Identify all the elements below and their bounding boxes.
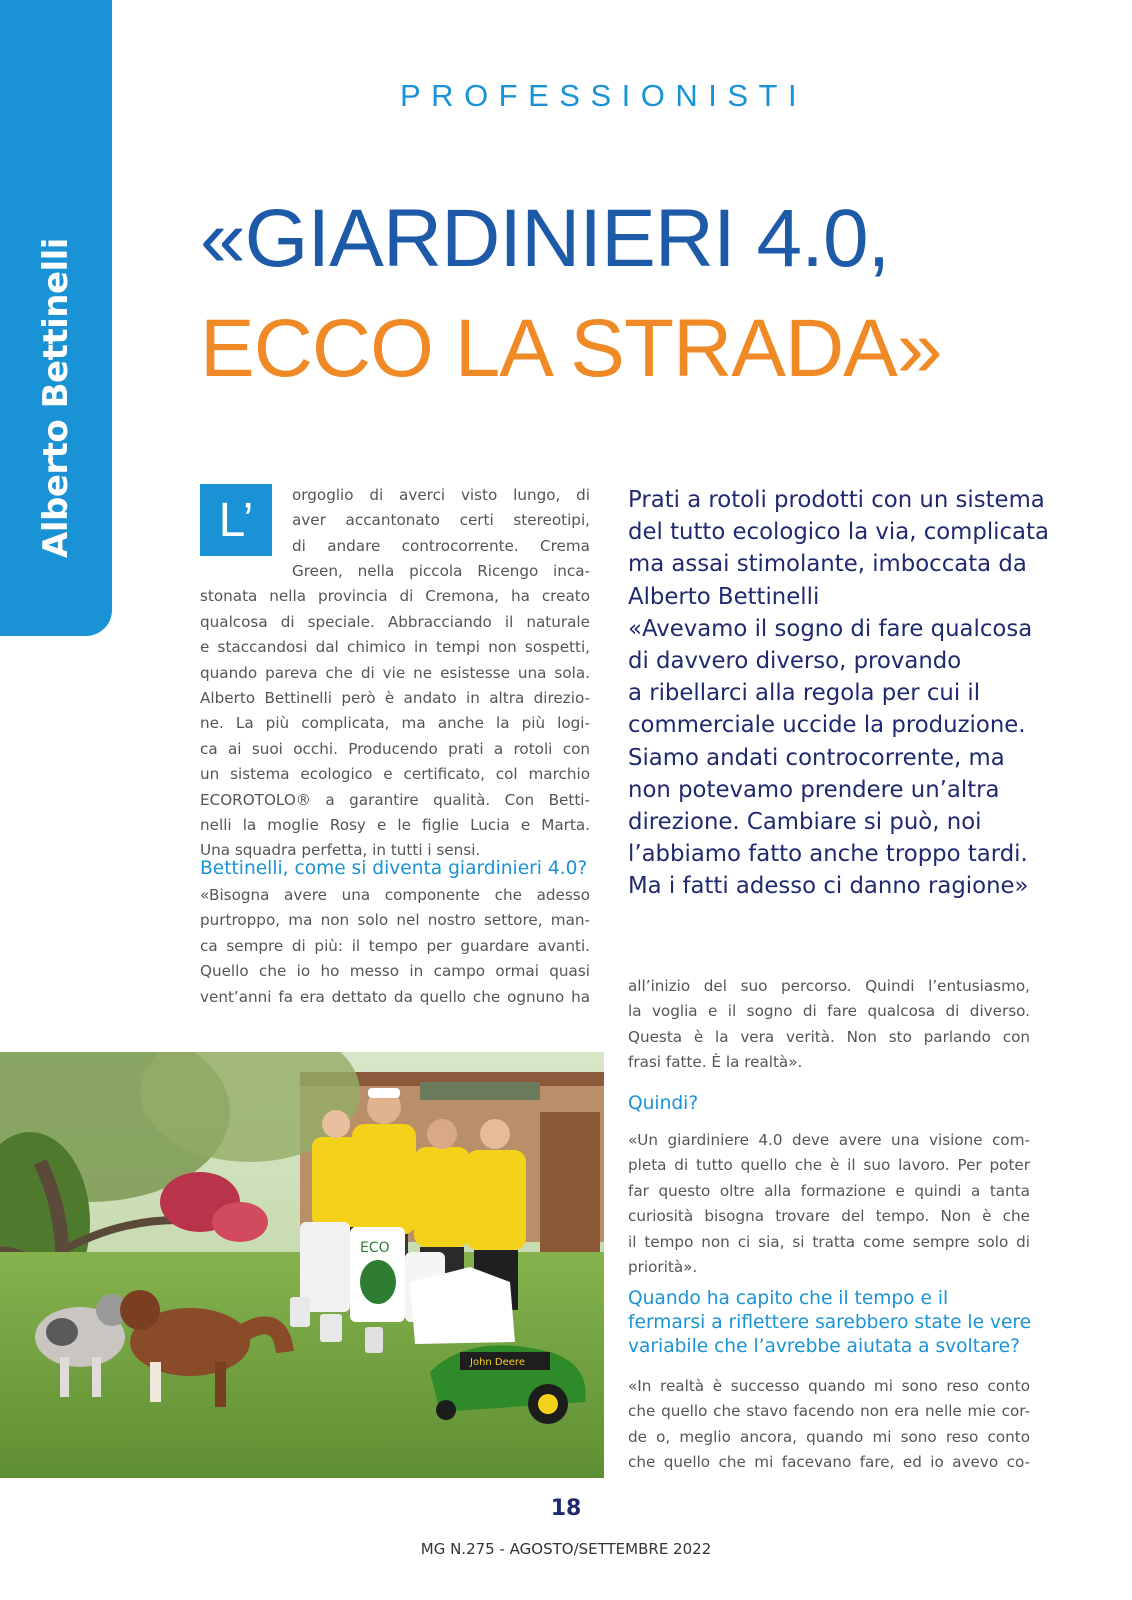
intro-paragraph-top xyxy=(292,483,590,559)
text-line: di andare controcorrente. Crema xyxy=(292,536,590,555)
text-line: curiosità bisogna trovare del tempo. Non è che xyxy=(628,1207,1030,1226)
text-line: ca ai suoi occhi. Producendo prati a rotoli con xyxy=(200,739,590,758)
pull-quote-line: Ma i fatti adesso ci danno ragione» xyxy=(628,873,1029,900)
mower-label: John Deere xyxy=(470,1357,525,1368)
pull-quote-line: Prati a rotoli prodotti con un sistema xyxy=(628,487,1045,513)
text-line: «In realtà è successo quando mi sono reso conto xyxy=(628,1377,1030,1395)
pull-quote-line: l’abbiamo fatto anche troppo tardi. xyxy=(628,841,1028,868)
text-line: «Bisogna avere una componente che adesso xyxy=(200,886,590,904)
headline-line-2: ECCO LA STRADA» xyxy=(200,303,942,394)
intro-paragraph xyxy=(200,559,590,864)
pull-quote-line: a ribellarci alla regola per cui il xyxy=(628,680,981,707)
text-line: ne. La più complicata, ma anche la più logi- xyxy=(200,714,590,733)
text-line: Quello che io ho messo in campo ormai quasi xyxy=(200,962,590,981)
pull-quote-line: di davvero diverso, provando xyxy=(628,648,962,675)
pull-quote-line: Alberto Bettinelli xyxy=(628,583,820,610)
text-line: Green, nella piccola Ricengo inca- xyxy=(292,562,590,580)
answer-paragraph xyxy=(628,1128,1030,1280)
text-line: ECOROTOLO® a garantire qualità. Con Betti- xyxy=(200,790,590,809)
question-line: Quando ha capito che il tempo e il xyxy=(628,1288,949,1309)
sidebar-band xyxy=(0,0,112,636)
headline-line-1: «GIARDINIERI 4.0, xyxy=(200,193,890,284)
section-label: PROFESSIONISTI xyxy=(400,78,808,113)
text-line: frasi fatte. È la realtà». xyxy=(628,1053,803,1072)
text-line: stonata nella provincia di Cremona, ha creato xyxy=(200,587,590,606)
text-line: quando pareva che di vie ne esistesse una sola. xyxy=(200,663,590,682)
pull-quote-line: ma assai stimolante, imboccata da xyxy=(628,551,1027,578)
text-line: purtroppo, ma non solo nel nostro settore, man- xyxy=(200,911,590,930)
pull-quote-line: commerciale uccide la produzione. xyxy=(628,712,1026,739)
pull-quote-line: del tutto ecologico la via, complicata xyxy=(628,519,1049,546)
text-line: qualcosa di speciale. Abbracciando il naturale xyxy=(200,612,590,631)
author-name-vertical: Alberto Bettinelli xyxy=(36,238,76,558)
question-heading: Bettinelli, come si diventa giardinieri 4.0? xyxy=(200,858,588,879)
text-line: un sistema ecologico e certificato, col marchio xyxy=(200,765,590,784)
text-line: aver accantonato certi stereotipi, xyxy=(292,511,590,530)
text-line: pleta di tutto quello che è il suo lavoro. Per poter xyxy=(628,1156,1030,1175)
text-line: far questo oltre alla formazione e quindi a tanta xyxy=(628,1181,1030,1200)
answer-paragraph xyxy=(200,883,590,1010)
text-line: la voglia e il sogno di fare qualcosa di diverso. xyxy=(628,1002,1030,1021)
pull-quote xyxy=(628,484,1048,903)
answer-paragraph xyxy=(628,1374,1030,1476)
page-number: 18 xyxy=(550,1496,582,1521)
question-line: variabile che l’avrebbe aiutata a svoltare? xyxy=(628,1336,1020,1357)
text-line: de o, meglio ancora, quando mi sono reso conto xyxy=(628,1427,1030,1446)
pull-quote-line: non potevamo prendere un’altra xyxy=(628,776,1000,803)
text-line: che quello che mi facevano fare, ed io avevo co- xyxy=(628,1453,1030,1472)
issue-footer: MG N.275 - AGOSTO/SETTEMBRE 2022 xyxy=(420,1540,712,1558)
family-photo xyxy=(0,1052,604,1478)
text-line: orgoglio di averci visto lungo, di xyxy=(292,486,590,504)
drop-cap: L’ xyxy=(200,484,272,556)
question-line: fermarsi a riflettere sarebbero state le vere xyxy=(628,1312,1032,1333)
text-line: ca sempre di più: il tempo per guardare avanti. xyxy=(200,936,590,955)
pull-quote-line: «Avevamo il sogno di fare qualcosa xyxy=(628,615,1033,642)
answer-continuation xyxy=(628,974,1030,1076)
text-line: «Un giardiniere 4.0 deve avere una visione com- xyxy=(628,1131,1030,1149)
text-line: vent’anni fa era dettato da quello che ognuno ha xyxy=(200,987,590,1006)
photo-illustration xyxy=(0,1052,604,1478)
pull-quote-line: Siamo andati controcorrente, ma xyxy=(628,744,1005,771)
text-line: Questa è la vera verità. Non sto parlando con xyxy=(628,1027,1030,1046)
bag-label: ECO xyxy=(360,1240,390,1256)
question-heading: Quindi? xyxy=(628,1093,699,1114)
text-line: nelli la moglie Rosy e le figlie Lucia e Marta. xyxy=(200,816,590,835)
text-line: il tempo non ci sia, si tratta come sempre solo di xyxy=(628,1232,1030,1251)
text-line: all’inizio del suo percorso. Quindi l’entusiasmo, xyxy=(628,977,1030,995)
text-line: Alberto Bettinelli però è andato in altra direzio- xyxy=(200,689,590,708)
text-line: priorità». xyxy=(628,1258,698,1277)
text-line: Una squadra perfetta, in tutti i sensi. xyxy=(200,841,481,860)
pull-quote-line: direzione. Cambiare si può, noi xyxy=(628,809,982,836)
question-heading xyxy=(628,1287,1031,1359)
text-line: che quello che stavo facendo non era nelle mie cor- xyxy=(628,1402,1030,1421)
text-line: e staccandosi dal chimico in tempi non sospetti, xyxy=(200,638,590,657)
